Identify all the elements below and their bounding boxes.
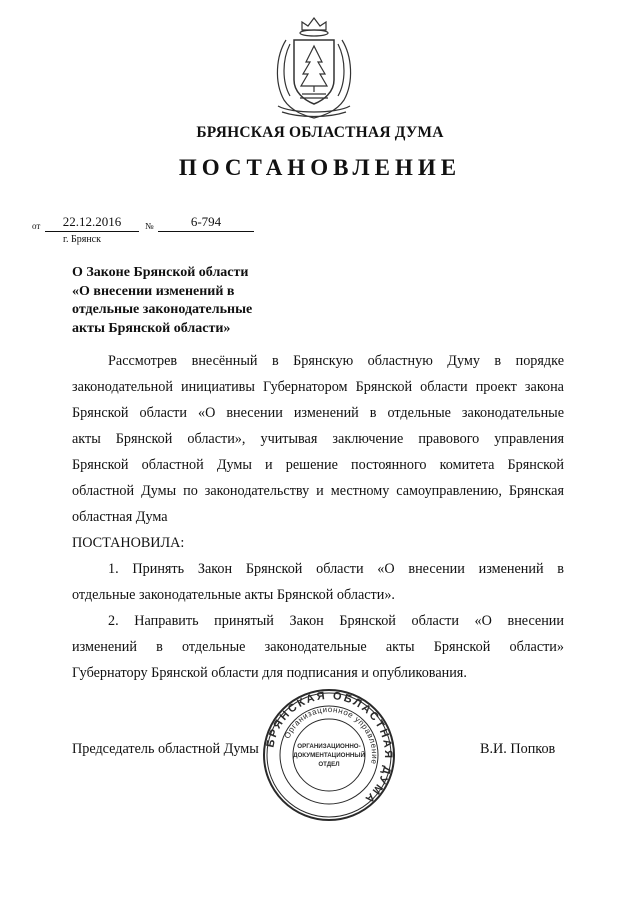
preamble-line: Рассмотрев внесённый в Брянскую областную Думу в порядке	[108, 353, 564, 369]
preamble-line: Брянской областной Думы и решение постоянного комитета Брянской	[72, 457, 564, 473]
item-line: отдельные законодательные акты Брянской области».	[72, 587, 395, 603]
seal-center-line: ОРГАНИЗАЦИОННО-	[297, 743, 361, 750]
item-line: 1. Принять Закон Брянской области «О внесении изменений в	[108, 561, 564, 577]
seal-outer-text: БРЯНСКАЯ ОБЛАСТНАЯ ДУМА	[264, 689, 395, 807]
preamble-line: областной Думы по законодательству и местному самоуправлению, Брянская	[72, 483, 564, 499]
preamble-line: областная Дума	[72, 509, 168, 525]
number-label: №	[145, 221, 154, 231]
preamble-line: акты Брянской области», учитывая заключение правового управления	[72, 431, 564, 447]
document-date: 22.12.2016	[45, 214, 139, 232]
subject-line: отдельные законодательные	[72, 302, 253, 317]
item-line: Губернатору Брянской области для подписания и опубликования.	[72, 665, 467, 681]
item-line: 2. Направить принятый Закон Брянской области «О внесении	[108, 613, 564, 629]
document-type: ПОСТАНОВЛЕНИЕ	[178, 155, 462, 180]
preamble-line: законодательной инициативы Губернатором Брянской области проект закона	[72, 379, 564, 395]
official-seal	[262, 688, 396, 822]
preamble-line: Брянской области «О внесении изменений в отдельные законодательные	[72, 405, 564, 421]
seal-center-line: ДОКУМЕНТАЦИОННЫЙ	[293, 752, 365, 759]
item-line: изменений в отдельные законодательные акты Брянской области»	[72, 639, 564, 655]
city: г. Брянск	[63, 234, 101, 245]
signer-name: В.И. Попков	[480, 741, 556, 757]
seal-center-line: ОТДЕЛ	[318, 761, 340, 768]
document-subject	[72, 264, 282, 338]
document-number: 6-794	[158, 214, 254, 232]
coat-of-arms-icon	[272, 16, 356, 120]
document-body	[72, 348, 564, 686]
subject-line: «О внесении изменений в	[72, 283, 235, 299]
subject-line: О Законе Брянской области	[72, 265, 249, 280]
seal-ring-text: Организационное управление	[282, 704, 380, 766]
signer-title: Председатель областной Думы	[72, 741, 259, 757]
organization-name: БРЯНСКАЯ ОБЛАСТНАЯ ДУМА	[196, 124, 444, 141]
subject-line: акты Брянской области»	[72, 320, 231, 336]
date-label: от	[32, 221, 41, 231]
resolved-heading: ПОСТАНОВИЛА:	[72, 535, 185, 551]
